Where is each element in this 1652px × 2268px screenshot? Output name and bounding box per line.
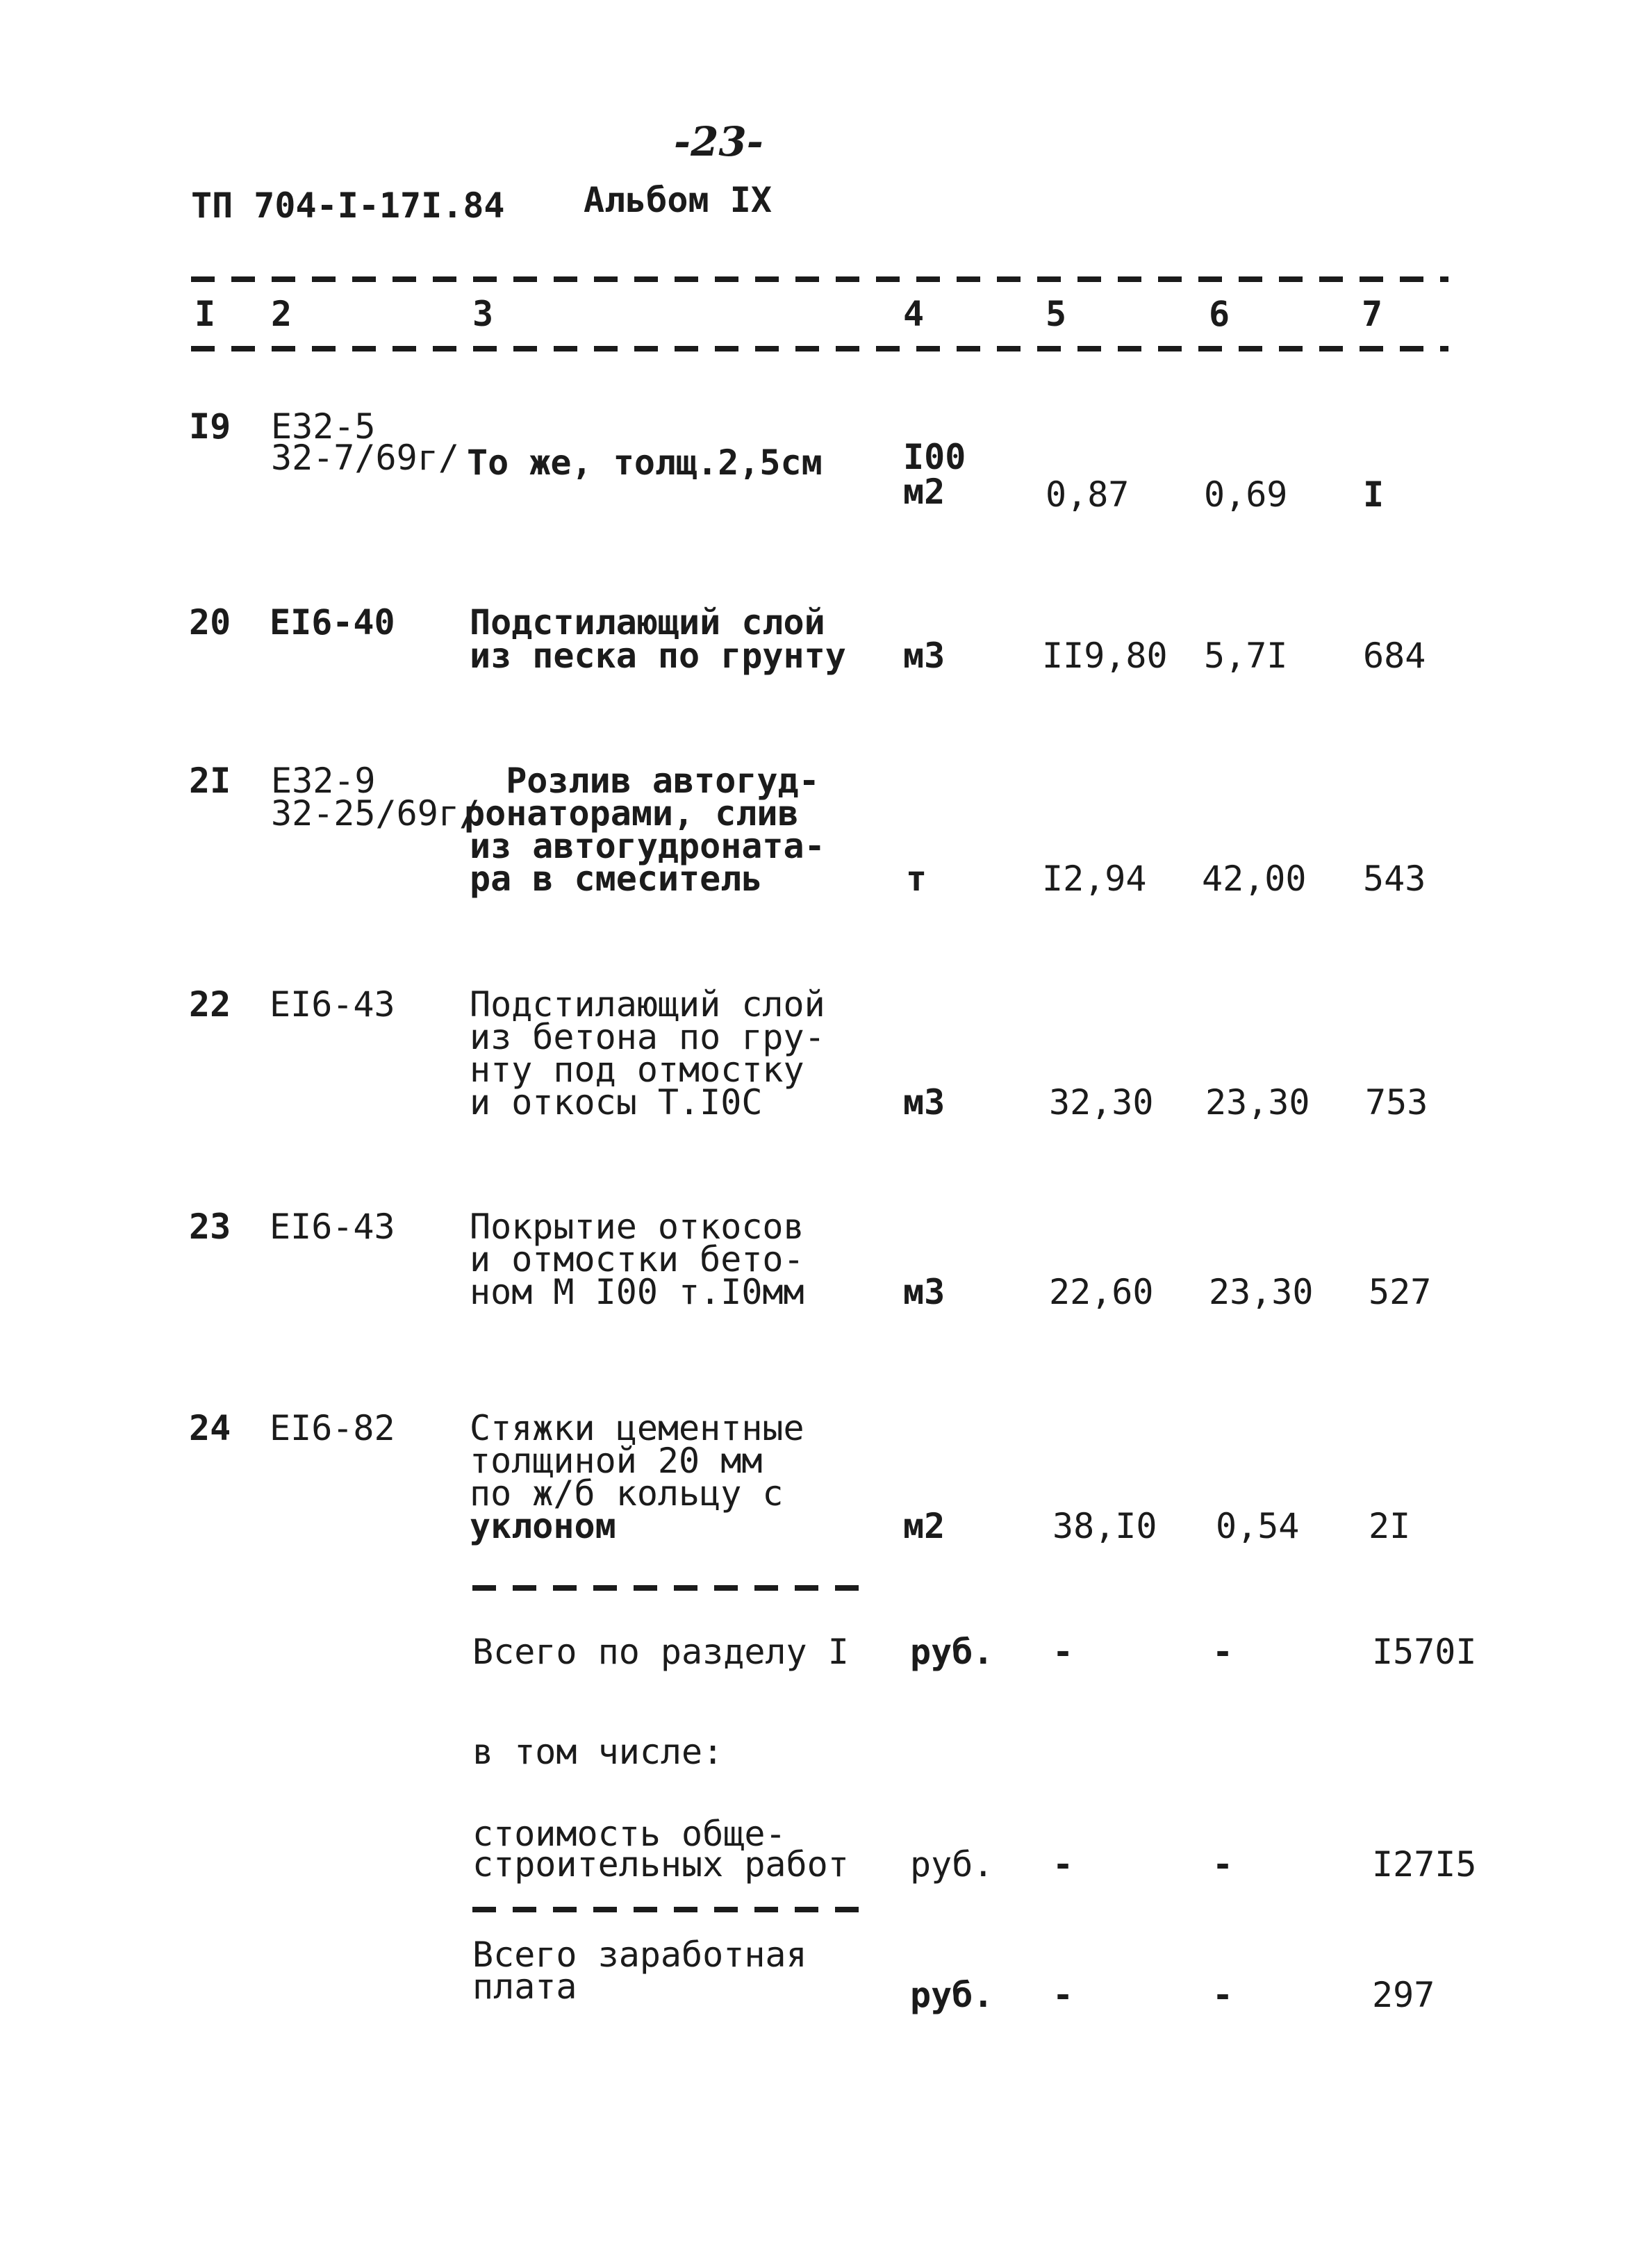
total-label: Всего по разделу I (472, 1632, 849, 1672)
row-code: EI6-43 (270, 1207, 395, 1247)
row-col5: 22,60 (1049, 1272, 1154, 1312)
row-col5: 38,I0 (1052, 1506, 1157, 1546)
total-col6: - (1212, 1844, 1234, 1885)
column-header-5: 5 (1046, 294, 1067, 334)
row-name: из песка по грунту (470, 636, 846, 676)
row-unit: т (906, 859, 927, 899)
row-code: 32-25/69г/ (271, 793, 481, 834)
row-col7: 684 (1363, 636, 1426, 676)
row-col5: 32,30 (1049, 1082, 1154, 1123)
row-col6: 0,54 (1216, 1506, 1300, 1546)
row-code: EI6-82 (270, 1408, 395, 1448)
section-separator (472, 1585, 861, 1591)
document-code: ТП 704-I-17I.84 (191, 185, 505, 226)
row-number: 2I (189, 761, 231, 801)
including-label: в том числе: (472, 1732, 724, 1772)
row-number: 22 (189, 984, 231, 1025)
column-header-1: I (195, 294, 216, 334)
row-name: и откосы Т.I0С (470, 1082, 763, 1123)
row-code: EI6-43 (270, 984, 395, 1025)
row-number: 20 (189, 602, 231, 643)
row-name: Покрытие откосов (470, 1207, 804, 1247)
total-unit: руб. (910, 1975, 994, 2015)
row-code: EI6-40 (270, 602, 395, 643)
page-number: -23- (674, 118, 763, 165)
row-code: 32-7/69г/ (271, 438, 459, 478)
row-col7: 2I (1369, 1506, 1411, 1546)
row-unit: м3 (903, 1272, 945, 1312)
column-header-2: 2 (271, 294, 292, 334)
row-name: нту под отмостку (470, 1050, 804, 1090)
row-col7: 543 (1363, 859, 1426, 899)
total-unit: руб. (910, 1844, 994, 1885)
row-name: ном М I00 т.I0мм (470, 1272, 804, 1312)
row-unit: м3 (903, 1082, 945, 1123)
total-unit: руб. (910, 1632, 994, 1672)
total-label: стоимость обще- (472, 1814, 786, 1854)
row-name: То же, толщ.2,5см (467, 442, 823, 483)
total-label: плата (472, 1967, 577, 2007)
row-col6: 5,7I (1204, 636, 1288, 676)
total-col5: - (1052, 1975, 1074, 2015)
row-col6: 42,00 (1202, 859, 1307, 899)
row-col5: II9,80 (1042, 636, 1168, 676)
header-rule-top (191, 276, 1448, 282)
row-name: ронаторами, слив (464, 793, 799, 834)
album-label: Альбом IX (584, 180, 772, 220)
row-name: толщиной 20 мм (470, 1441, 763, 1481)
row-number: 24 (189, 1408, 231, 1448)
total-col5: - (1052, 1844, 1074, 1885)
total-col7: I27I5 (1372, 1844, 1477, 1885)
total-col6: - (1212, 1632, 1234, 1672)
row-name: ра в смеситель (470, 859, 763, 899)
row-col6: 23,30 (1205, 1082, 1310, 1123)
row-name: уклоном (470, 1506, 616, 1546)
row-name: из автогудроната- (470, 826, 825, 866)
row-col7: I (1363, 474, 1385, 515)
row-name: Стяжки цементные (470, 1408, 804, 1448)
row-col6: 0,69 (1204, 474, 1288, 515)
row-col7: 527 (1369, 1272, 1432, 1312)
total-col7: I570I (1372, 1632, 1477, 1672)
row-name: из бетона по гру- (470, 1017, 825, 1057)
row-name: и отмостки бето- (470, 1239, 804, 1280)
row-unit: м3 (903, 636, 945, 676)
row-code: E32-9 (271, 761, 376, 801)
row-unit: м2 (903, 472, 945, 512)
row-number: 23 (189, 1207, 231, 1247)
column-header-7: 7 (1362, 294, 1383, 334)
column-header-3: 3 (472, 294, 494, 334)
row-col5: 0,87 (1046, 474, 1130, 515)
row-unit: м2 (903, 1506, 945, 1546)
row-name: Подстилающий слой (470, 602, 825, 643)
total-col7: 297 (1372, 1975, 1435, 2015)
wages-separator (472, 1907, 861, 1912)
total-label: строительных работ (472, 1844, 849, 1885)
total-col6: - (1212, 1975, 1234, 2015)
column-header-6: 6 (1209, 294, 1230, 334)
row-name: Подстилающий слой (470, 984, 825, 1025)
row-code: E32-5 (271, 406, 376, 447)
header-rule-bottom (191, 346, 1448, 351)
total-label: Всего заработная (472, 1935, 807, 1975)
row-number: I9 (189, 406, 231, 447)
row-name: Розлив автогуд- (464, 761, 820, 801)
row-col7: 753 (1365, 1082, 1428, 1123)
row-col6: 23,30 (1209, 1272, 1314, 1312)
total-col5: - (1052, 1632, 1074, 1672)
row-col5: I2,94 (1042, 859, 1147, 899)
row-name: по ж/б кольцу с (470, 1473, 784, 1514)
row-unit: I00 (903, 437, 966, 477)
column-header-4: 4 (903, 294, 925, 334)
